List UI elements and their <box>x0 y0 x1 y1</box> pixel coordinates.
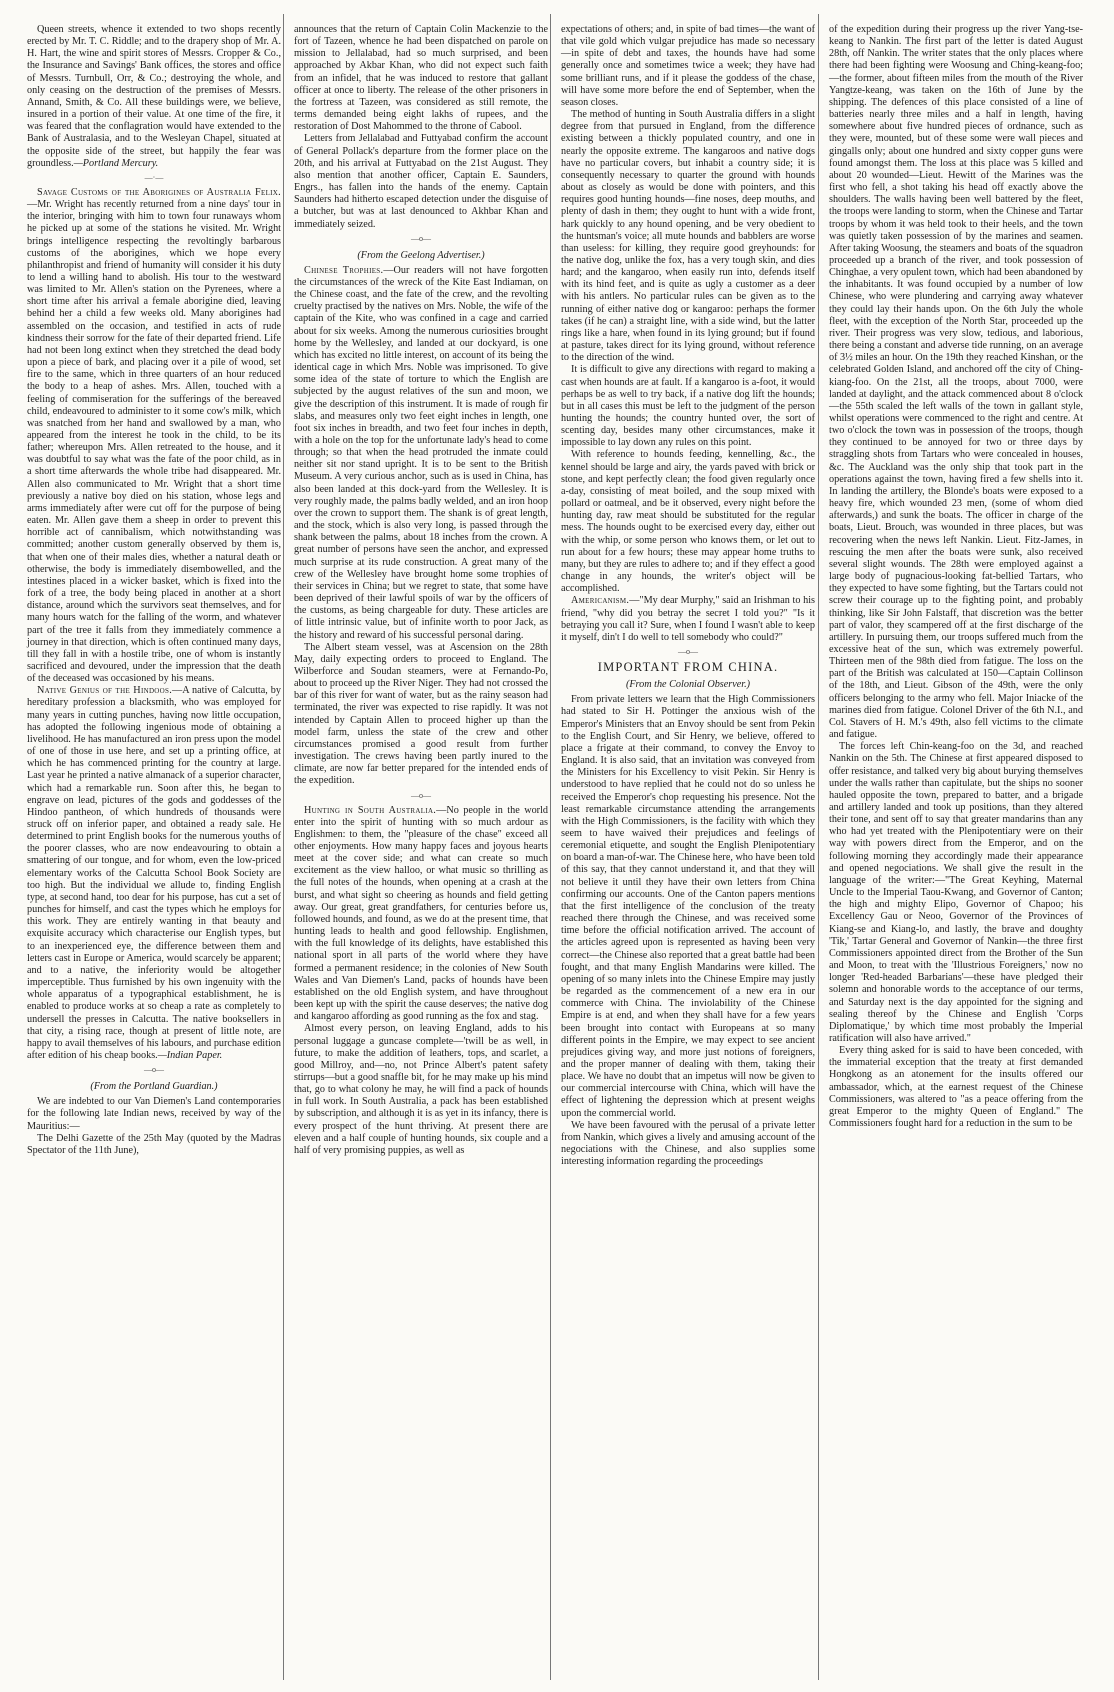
article-paragraph <box>561 595 815 644</box>
section-divider: —o— <box>678 646 698 656</box>
article-headline: IMPORTANT FROM CHINA. <box>597 659 779 674</box>
article-paragraph <box>561 694 815 1119</box>
source-credit: (From the Geelong Advertiser.) <box>357 249 485 261</box>
article-heading: Chinese Trophies. <box>304 264 384 276</box>
column-rule <box>550 14 551 1680</box>
paragraph-text: The method of hunting in South Australia differs in a slight degree from that pursued in England, from the difference existing between a thickly populated country, and one in nearly the opposite extreme. The kangaroos and native dogs have no particular covers, but inhabit a country side; it is consequently necessary to quarter the ground with hounds about as closely as would be done with pointers, and this requires good hunting hounds—fine noses, deep mouths, and plenty of dash in them; they ought to hunt with a wide front, hark quickly to any hound opening, and be very obedient to the huntsman's voice; all mute hounds and babblers are worse than useless: for killing, they require good greyhounds: for the native dog, unlike the fox, has a very tough skin, and dies hard; and the kangaroo, when easily run into, defends itself with its hind feet, and is quite as ugly a customer as a deer with his antlers. No particular rules can be given as to the running of either native dog or kangaroo: perhaps the former takes (if he can) a straight line, with a side wind, but the latter rings like a hare, when found in its lying ground; but if found at pasture, takes direct for its lying ground, without reference to the direction of the wind. <box>561 109 815 364</box>
article-heading: Native Genius of the Hindoos. <box>37 685 173 697</box>
paragraph-text: We are indebted to our Van Diemen's Land contemporaries for the following late Indian news, received by way of the Mauritius:— <box>27 1096 281 1132</box>
column-rule <box>818 14 819 1680</box>
section-divider: —o— <box>411 790 431 800</box>
paragraph-text: With reference to hounds feeding, kennelling, &c., the kennel should be large and airy, the yards paved with brick or stone, and kept perfectly clean; the food given regularly once a-day, consisting of meat boiled, and the soup mixed with pollard or oatmeal, and be it observed, every night before the hunting day, raw meat should be substituted for the regular mess. The hounds ought to be exercised every day, either out with the whip, or some person who knows them, or let out to run about for a few hours; these may appear home truths to many, but they are rules to adhere to; and if they effect a good change in any hounds, the writer's object will be accomplished. <box>561 449 815 595</box>
paragraph-text: Almost every person, on leaving England, adds to his personal luggage a guncase complete—'twill be as well, in future, to make the addition of leathers, tops, and scarlet, a good Millroy, and—no, not Prince Albert's patent safety stirrups—but a good snaffle bit, for he may make up his mind that, go to what colony he may, he will find a pack of hounds in full work. In South Australia, a pack has been established by subscription, and although it is as yet in its infancy, there is every prospect of the hunt thriving. At present there are eleven and a half couple of hunting hounds, six couple and a half of very promising puppies, as well as <box>294 1023 548 1156</box>
article-paragraph <box>27 685 281 1062</box>
paragraph-text: —"My dear Murphy," said an Irishman to his friend, "why did you betray the secret I told you?" "Is it betraying you call it? Sure, when I found I wasn't able to keep it myself, din't I do well to tell somebody who could?" <box>561 595 815 643</box>
article-paragraph <box>561 364 815 449</box>
article-paragraph <box>561 109 815 364</box>
article-paragraph <box>294 805 548 1024</box>
source-signature: —Portland Mercury. <box>73 157 159 169</box>
article-paragraph <box>27 24 281 170</box>
article-paragraph <box>294 265 548 642</box>
article-heading: Savage Customs of the Aborigines of Australia Felix. <box>37 186 281 198</box>
article-paragraph <box>294 642 548 788</box>
paragraph-text: —A native of Calcutta, by hereditary profession a blacksmith, who was employed for many years in cutting punches, having now little occupation, has adopted the following ingenious mode of obtaining a livelihood. He has manufactured an iron press upon the model of one of those in use here, and set up a printing office, at which he has commenced printing for the country at large. Last year he printed a native almanack of a superior character, which had a remarkable run. Soon after this, he began to engrave on lead, pictures of the gods and goddesses of the Hindoo pantheon, of which hundreds of thousands were struck off on inferior paper, and obtained a ready sale. He determined to print English books for the numerous youths of the poorer classes, who are now endeavouring to obtain a smattering of our tongue, and for whom, even the low-priced elementary works of the Calcutta School Book Society are too high. But the individual we allude to, finding English type, at second hand, too dear for his purpose, has cut a set of punches for himself, and cast the types which he employs for this work. They are entirely wanting in that beauty and exquisite accuracy which characterise our English types, but to an inexperienced eye, the difference between them and letters cast in Europe or America, would scarcely be apparent; and to a native, the inferiority would be altogether imperceptible. Thus furnished by his own ingenuity with the whole apparatus of a typographical establishment, he is enabled to produce works at so cheap a rate as completely to undersell the presses in Calcutta. The native booksellers in that city, a rising race, though at present of little note, are happy to avail themselves of his labours, and purchase edition after edition of his cheap books. <box>27 685 281 1061</box>
paragraph-text: —Our readers will not have forgotten the circumstances of the wreck of the Kite East Indiaman, on the Chinese coast, and the fate of the crew, and the revolting cruelty practised by the natives on Mrs. Noble, the wife of the captain of the Kite, who was confined in a cage and carried about for six weeks. Among the numerous curiosities brought home by the Wellesley, and landed at our dockyard, is one which has excited no little interest, on account of its being the identical cage in which Mrs. Noble was imprisoned. To give some idea of the state of torture to which the English are subjected by the august relatives of the sun and moon, we give the description of this instrument. It is made of rough fir slabs, and measures only two feet eight inches in length, one foot six inches in breadth, and two feet four inches in depth, with a hole on the top for the unfortunate lady's head to come through; so that when the head protruded the inmate could neither sit nor stand upright. It is to be sent to the British Museum. A very curious anchor, such as is used in China, has also been landed at this dock-yard from the Wellesley. It is very roughly made, the palms badly welded, and an iron hoop over the crown to support them. The shank is of great length, and the stock, which is also very long, is passed through the shank between the palms, about 18 inches from the crown. A great number of persons have seen the anchor, and expressed much surprise at its rude construction. A great many of the crew of the Wellesley have brought home some trophies of their services in China; but we regret to state, that some have been deprived of their lawful spoils of war by the officers of the customs, as being chargeable for duty. These articles are of little intrinsic value, but of infinite worth to poor Jack, as the history and reward of his successful personal daring. <box>294 264 548 641</box>
column-1 <box>27 24 281 1157</box>
paragraph-text: Letters from Jellalabad and Futtyabad confirm the account of General Pollack's departure from the former place on the 20th, and his arrival at Futtyabad on the 21st August. They also mention that another officer, Captain E. Saunders, Engrs., has fallen into the hands of the enemy. Captain Saunders had hitherto escaped detection under the disguise of a butcher, but was at last denounced to Akhbar Khan and immediately seized. <box>294 133 548 230</box>
column-rule <box>283 14 284 1680</box>
article-paragraph <box>294 1023 548 1157</box>
paragraph-text: expectations of others; and, in spite of bad times—the want of that vile gold which vulgar prejudice has made so necessary—in spite of debt and taxes, the hounds have had some generally once and sometimes twice a week; they have had some brilliant runs, and if it please the goddess of the chase, will have some more before the end of September, when the season closes. <box>561 24 815 108</box>
paragraph-text: The Albert steam vessel, was at Ascension on the 28th May, daily expecting orders to proceed to England. The Wilberforce and Soudan steamers, were at Fernando-Po, about to proceed up the River Niger. They had not crossed the bar of this river for want of water, but as the rainy season had terminated, the river was expected to rise rapidly. It was not intended by Captain Allen to proceed higher up than the model farm, unless the state of the crew and other circumstances promised a good result from further investigation. The crews having been partly inured to the climate, are now far better prepared for the intended ends of the expedition. <box>294 641 548 787</box>
article-paragraph <box>829 24 1083 741</box>
source-credit: (From the Portland Guardian.) <box>90 1081 218 1093</box>
article-paragraph <box>27 1133 281 1157</box>
paragraph-text: Every thing asked for is said to have been conceded, with the immaterial exception that the treaty at first demanded Hongkong as an atonement for the insults offered our ambassador, which, at the earnest request of the Chinese Commissioners, was altered to "as a peace offering from the great Emperor to the mighty Queen of England." The Commissioners fought hard for a reduction in the sum to be <box>829 1045 1083 1130</box>
article-paragraph <box>27 187 281 685</box>
column-2 <box>294 24 548 1157</box>
article-paragraph <box>294 133 548 230</box>
paragraph-text: announces that the return of Captain Colin Mackenzie to the fort of Tazeen, whence he had been dispatched on parole on mission to Jellalabad, had so much surprised, and been approached by Akbar Khan, who did not expect such faith from an infidel, that he was induced to restore that gallant officer at once to liberty. The release of the other prisoners in the fortress at Tazeen, was considered as still remote, the terms demanded being eight lakhs of rupees, and the restoration of Dost Mahommed to the throne of Cabool. <box>294 24 548 133</box>
section-divider: —·— <box>144 172 164 182</box>
section-divider: —o— <box>144 1065 164 1075</box>
paragraph-text: The Delhi Gazette of the 25th May (quoted by the Madras Spectator of the 11th June), <box>27 1132 281 1156</box>
article-paragraph <box>294 24 548 133</box>
article-paragraph <box>829 1045 1083 1130</box>
paragraph-text: From private letters we learn that the High Commissioners had stated to Sir H. Pottinger the anxious wish of the Emperor's Ministers that an Envoy should be sent from Pekin to the English Court, and Sir Henry, we believe, offered to place a frigate at their command, to convey the Envoy to England. It is also said, that an invitation was conveyed from the Ministers for his Excellency to visit Pekin. Sir Henry is understood to have replied that he could not do so unless he received the Emperor's chop requesting his presence. Not the least remarkable circumstance attending the arrangements with the High Commissioners, is the facility with which they seem to have waived their prejudices and feelings of ceremonial etiquette, and sought the English Plenipotentiary on board a man-of-war. The Chinese here, who have been told of this say, that they cannot understand it, and that they will not believe it until they have their own letters from China confirming our accounts. One of the Canton papers mentions that the first intelligence of the conclusion of the treaty reached there through the Chinese, and was received some time before the official notification arrived. The account of the articles agreed upon is represented as having been very correct—the Chinese also reported that a great battle had been fought, and that many English Mandarins were killed. The opening of so many inlets into the Chinese Empire may justly be regarded as the commencement of a new era in our commerce with China. The inviolability of the Chinese Empire is at end, and when they shall have for a few years been brought into contact with Europeans at so many different points in the Empire, we may expect to see ancient prejudices giving way, and more just notions of foreigners, and the proper manner of dealing with them, taking their place. We have no doubt that an impetus will now be given to our commercial intercourse with China, which will have the effect of lightening the depression which at present weighs upon the commercial world. <box>561 694 815 1119</box>
paragraph-text: It is difficult to give any directions with regard to making a cast when hounds are at fault. If a kangaroo is a-foot, it would perhaps be as well to try back, if a native dog lift the hounds; but in all cases this must be left to the judgment of the person hunting the hounds; the country hunted over, the sort of scenting day, besides many other circumstances, make it impossible to lay down any rules on this point. <box>561 364 815 449</box>
paragraph-text: The forces left Chin-keang-foo on the 3d, and reached Nankin on the 5th. The Chinese at first appeared disposed to offer resistance, and talked very big about burying themselves under the walls rather than capitulate, but the ships no sooner hauled opposite the town, prepared to batter, and a brigade and artillery landed and took up positions, than they altered their tone, and sent off to say that greater mandarins than any who had yet treated with the Plenipotentiary were on their way with powers direct from the Emperor, and on the following morning they accordingly made their appearance and opened negociations. We shall give the result in the language of the writer:—"The Great Keyhing, Maternal Uncle to the Imperial Taou-Kwang, and Governor of Canton; the high and mighty Elipo, Governor of Chapoo; his Excellency Gau or Neoo, Governor of the Provinces of Kiang-se and Kiang-lo, and lastly, the brave and doughty 'Tik,' Tartar General and Governor of Nankin—the three first Commissioners appointed direct from the Brother of the Sun and Moon, to treat with the 'Illustrious Foreigners,' now no longer 'Red-headed Barbarians'—these have pledged their solemn and honorable words to the acceptance of our terms, and Saturday next is the day appointed for the signing and sealing thereof by the Chinese and English 'Corps Diplomatique,' by which time most probably the Imperial ratification will also have arrived." <box>829 741 1083 1044</box>
paragraph-text: of the expedition during their progress up the river Yang-tse-keang to Nankin. The first part of the letter is dated August 28th, off Nankin. The writer states that the only places where there had been fighting were Woosung and Ching-keang-foo;—the former, about fifteen miles from the mouth of the River Yangtze-keang, was taken on the 16th of June by the shipping. The defences of this place consisted of a line of batteries nearly three miles and a half in length, having somewhere about five hundred pieces of ordnance, such as they were, mounted, but of these some were wall pieces and gingalls only; about one hundred and sixty copper guns were found amongst them. The loss at this place was 5 killed and about 20 wounded—Lieut. Hewitt of the Marines was the first who fell, a shot taking his head off exactly above the shoulders. The walls having been well battered by the fleet, the troops were landing to storm, when the Chinese and Tartar troops by whom it was held took to their heels, and the town was quietly taken possession of by the marines and seamen. After taking Woosung, the steamers and boats of the squadron proceeded up a branch of the river, and took possession of Chinghae, a very opulent town, which had been abandoned by the inhabitants. It was found occupied by a number of low Chinese, who were plundering and carrying away whatever they could lay their hands upon. On the 6th July the whole fleet, with the exception of the North Star, proceeded up the river. Their progress was very slow, tedious, and laborious, there being a constant and adverse tide running, on an average of 3½ miles an hour. On the 19th they reached Kinshan, or the celebrated Golden Island, and anchored off the city of Ching-kiang-foo. On the 21st, all the troops, about 7000, were landed at daylight, and the attack commenced about 8 o'clock—the 55th scaled the left walls of the town in gallant style, whilst operations were commenced to the right and centre. At two o'clock the town was in possession of the troops, though they continued to be annoyed for two or three days by straggling shots from Tartars who were concealed in houses, &c. The Auckland was the only ship that took part in the operations against the town, having fired a few shells into it. In landing the artillery, the Blonde's boats were exposed to a heavy fire, which wounded 23 men, (some of whom died afterwards,) and sunk the boats. The officer in charge of the boats, Lieut. Brouch, was wounded in three places, but was recovering when the news left Nankin. Lieut. Fitz-James, in rescuing the men after the boats were sunk, also received several slight wounds. The 28th were employed against a large body of pugnacious-looking fat-bellied Tartars, who they expected to have some fighting, but the Tartars could not screw their courage up to the fighting point, and probably thinking, like Sir John Falstaff, that discretion was the better part of valor, they scampered off at the first discharge of the artillery. In pursuing them, our troops suffered much from the excessive heat of the sun, which was extremely powerful. Thirteen men of the 98th died from fatigue. The loss on the part of the British was calculated at 150—Captain Collinson of the 18th, and Lieut. Gibson of the 49th, were the only officers belonging to the army who fell. Major Iniacke of the marines died from fatigue. Colonel Driver of the 6th N.I., and Col. Stavers of H. M.'s 49th, also fell victims to the climate and fatigue. <box>829 24 1083 741</box>
section-divider: —o— <box>411 233 431 243</box>
article-paragraph <box>561 24 815 109</box>
article-paragraph <box>27 1096 281 1132</box>
source-signature: —Indian Paper. <box>157 1049 223 1061</box>
article-heading: Hunting in South Australia. <box>304 804 437 816</box>
article-heading: Americanism. <box>571 595 630 607</box>
paragraph-text: Queen streets, whence it extended to two shops recently erected by Mr. T. C. Riddle; and to the drapery shop of Mr. A. H. Hart, the wine and spirit stores of Messrs. Cropper & Co., the Insurance and Savings' Bank offices, the stores and office of Messrs. Turnbull, Orr, & Co.; destroying the whole, and only ceasing on the destruction of the premises of Messrs. Annand, Smith, & Co. All these buildings were, we believe, insured in a portion of their value. At one time of the fire, it was feared that the conflagration would have extended to the Bank of Australasia, and to the Wesleyan Chapel, situated at the opposite side of the street, but happily the fear was groundless. <box>27 24 281 169</box>
source-credit: (From the Colonial Observer.) <box>625 679 751 691</box>
paragraph-text: We have been favoured with the perusal of a private letter from Nankin, which gives a lively and amusing account of the negociations with the Chinese, and also supplies some interesting information regarding the proceedings <box>561 1119 815 1168</box>
paragraph-text: —No people in the world enter into the spirit of hunting with so much ardour as Englishmen: to them, the "pleasure of the chase" exceed all other enjoyments. How many happy faces and joyous hearts meet at the cover side; and what can create so much excitement as the view halloo, or what music so thrilling as the full notes of the hounds, when opening at a crash at the burst, and what sight so cheering as hounds and field getting away. Our great, great grandfathers, for centuries before us, followed hounds, and found, as we do at the present time, that hunting leads to health and good fellowship. Englishmen, with the full knowledge of its delights, have established this national sport in all parts of the world where they have formed a permanent residence; in the colonies of New South Wales and Van Diemen's Land, packs of hounds have been established on the old English system, and have throughout been kept up with the spirit the cause deserves; the native dog and kangaroo affording as good running as the fox and stag. <box>294 804 548 1023</box>
column-3 <box>561 24 815 1168</box>
article-paragraph <box>561 1120 815 1169</box>
column-4 <box>829 24 1083 1130</box>
article-paragraph <box>829 741 1083 1045</box>
article-paragraph <box>561 449 815 595</box>
paragraph-text: —Mr. Wright has recently returned from a nine days' tour in the interior, bringing with him to town four runaways whom he picked up at some of the stations he visited. Mr. Wright brings intelligence respecting the revoltingly barbarous customs of the aborigines, which we hope every philanthropist and friend of humanity will consider it his duty to lend a willing hand to abolish. His tour to the westward was limited to Mr. Allen's station on the Pyrenees, where a short time after his arrival a female aborigine died, leaving behind her a child a few weeks old. Many aborigines had assembled on the occasion, and testified in acts of rude kindness their sorrow for the fate of their departed friend. Life had not been long extinct when they stretched the dead body upon a piece of bark, and placing over it a pile of wood, set fire to the same, which in three quarters of an hour reduced the body to a heap of ashes. Mrs. Allen, touched with a feeling of commiseration for the sufferings of the bereaved child, endeavoured to administer to it some cow's milk, which was snatched from her hand and swallowed by a man, who appeared from the interest he took in the child, to be its father; whereupon Mrs. Allen retreated to the house, and it was doubtful to say what was the fate of the poor child, as in a short time afterwards the whole tribe had disappeared. Mr. Allen also communicated to Mr. Wright that a short time previously a native boy died on his station, whose legs and arms immediately after were cut off for the purpose of being eaten. Mr. Allen gave them a sheep in order to prevent this horrible act of cannibalism, which notwithstanding was committed; another custom generally observed by them is, that when one of their males dies, whether a natural death or otherwise, the body is immediately disembowelled, and the intestines placed in a wicker basket, which is fixed into the fork of a tree, the body being placed in another at a short distance, around which the survivors seat themselves, and for many hours watch for the falling of the worm, and whatever part of the tree it falls from they immediately commence a journey in that direction, which is often continued many days, till they fall in with a hostile tribe, one of whom is instantly sacrificed and devoured, under the impression that the death of the deceased was occasioned by his means. <box>27 199 281 685</box>
